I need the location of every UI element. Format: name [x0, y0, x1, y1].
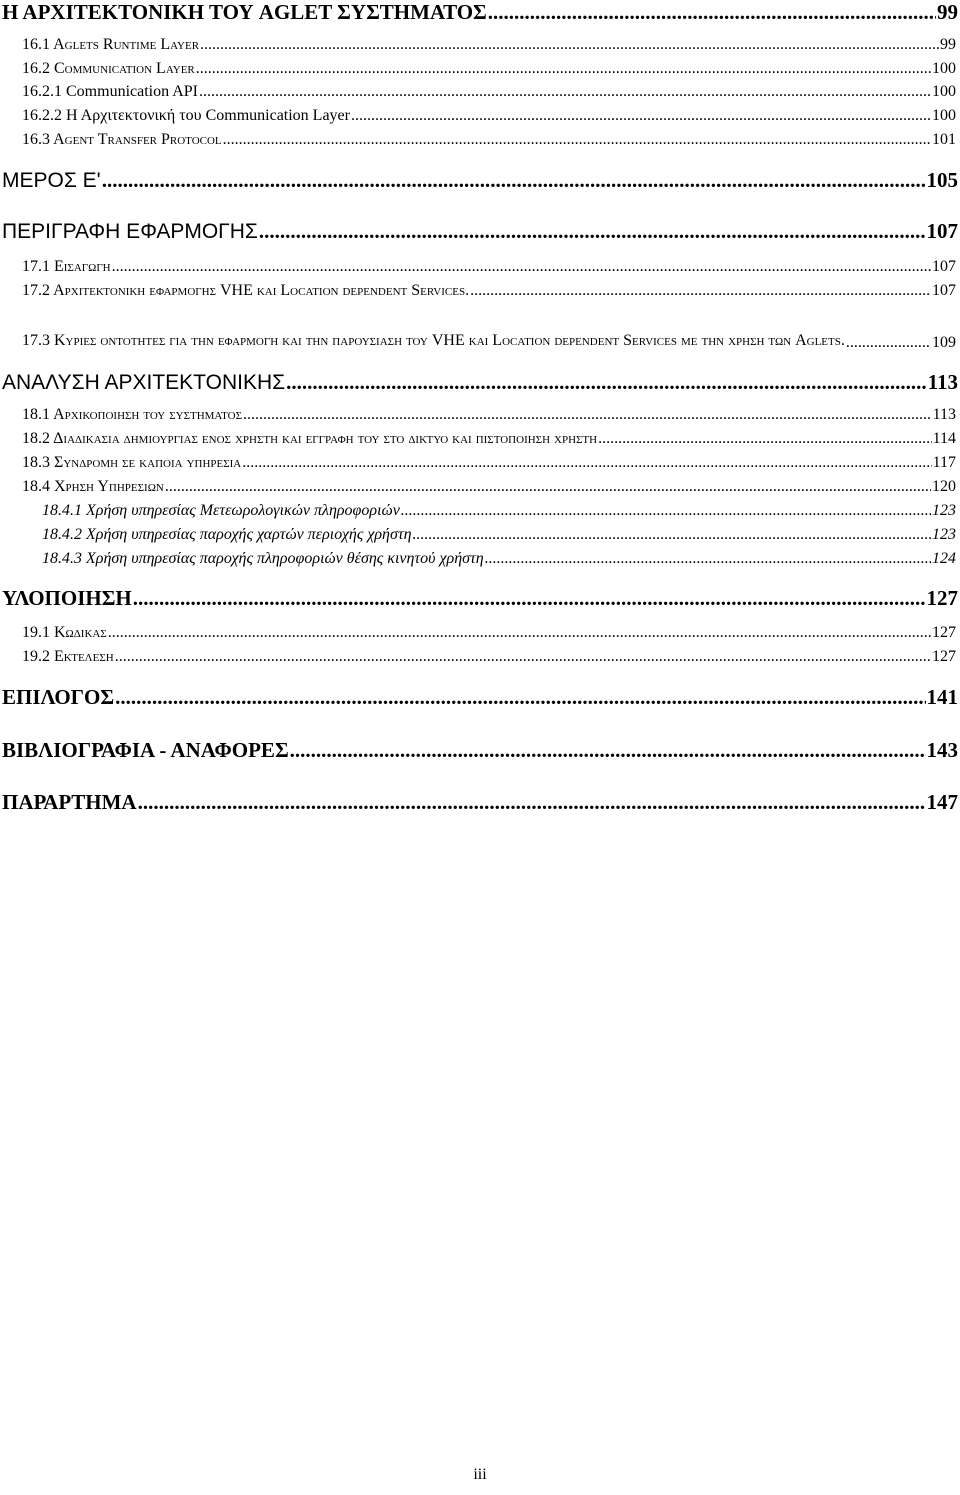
toc-entry-page: 127 [926, 586, 958, 610]
toc-leader-dots [133, 586, 926, 611]
toc-leader-dots [413, 526, 931, 544]
toc-leader-dots [401, 502, 931, 520]
toc-leader-dots [115, 685, 925, 710]
toc-leader-dots [108, 624, 931, 642]
toc-entry-page: 109 [932, 334, 956, 351]
toc-entry[interactable] [2, 219, 958, 245]
toc-entry-title: 16.2.2 Η Αρχιτεκτονική του Communication Layer [22, 107, 350, 124]
toc-entry-page: 124 [932, 550, 956, 567]
toc-entry[interactable] [2, 685, 958, 711]
toc-entry-title: Η ΑΡΧΙΤΕΚΤΟΝΙΚΗ ΤΟΥ AGLET ΣΥΣΤΗΜΑΤΟΣ [2, 0, 487, 24]
toc-entry[interactable] [22, 454, 956, 476]
toc-entry[interactable] [42, 526, 956, 548]
toc-entry-page: 99 [940, 36, 956, 53]
toc-entry-page: 107 [932, 282, 956, 299]
toc-entry-page: 100 [932, 107, 956, 124]
toc-entry-page: 143 [926, 738, 958, 762]
toc-entry-title: ΠΑΡΑΡΤΗΜΑ [2, 790, 137, 814]
toc-leader-dots [242, 454, 931, 472]
toc-entry[interactable] [22, 624, 956, 646]
toc-entry-title: 16.3 Agent Transfer Protocol [22, 131, 222, 148]
toc-entry-title: ΒΙΒΛΙΟΓΡΑΦΙΑ - ΑΝΑΦΟΡΕΣ [2, 738, 289, 762]
toc-leader-dots [290, 738, 926, 763]
toc-leader-dots [846, 334, 931, 352]
toc-entry-title: 18.4.2 Χρήση υπηρεσίας παροχής χαρτών περιοχής χρήστη [42, 526, 412, 543]
toc-entry[interactable] [22, 306, 956, 352]
toc-entry[interactable] [2, 790, 958, 816]
toc-entry-page: 107 [932, 258, 956, 275]
toc-leader-dots [138, 790, 926, 815]
toc-entry-page: 127 [932, 648, 956, 665]
toc-entry-title: 18.4.3 Χρήση υπηρεσίας παροχής πληροφοριών θέσης κινητού χρήστη [42, 550, 484, 567]
toc-leader-dots [470, 282, 931, 300]
toc-entry-title: 16.1 Aglets Runtime Layer [22, 36, 200, 53]
toc-entry-title: 16.2 Communication Layer [22, 60, 195, 77]
toc-leader-dots [102, 168, 926, 193]
toc-entry-page: 141 [926, 685, 958, 709]
toc-entry[interactable] [22, 258, 956, 280]
toc-entry[interactable] [22, 107, 956, 129]
toc-entry-title: 19.1 Κωδικασ [22, 624, 107, 641]
toc-entry[interactable] [2, 0, 958, 26]
toc-leader-dots [598, 430, 932, 448]
toc-leader-dots [112, 258, 931, 276]
toc-entry-page: 123 [932, 526, 956, 543]
toc-entry[interactable] [22, 648, 956, 670]
toc-entry[interactable] [2, 168, 958, 194]
toc-entry-page: 117 [932, 454, 956, 471]
toc-leader-dots [165, 478, 931, 496]
toc-entry-title: ΥΛΟΠΟΙΗΣΗ [2, 586, 132, 610]
toc-entry-page: 101 [932, 131, 956, 148]
toc-entry[interactable] [2, 738, 958, 764]
toc-entry-page: 114 [932, 430, 956, 447]
toc-entry[interactable] [2, 586, 958, 612]
toc-entry-title: 18.2 Διαδικασια δημιουργιασ ενοσ χρηστη και εγγραφη του στο δικτυο και πιστοποιηση χρηστη [22, 430, 598, 447]
toc-entry-page: 113 [927, 370, 958, 394]
toc-entry-page: 100 [932, 83, 956, 100]
toc-leader-dots [286, 370, 927, 395]
toc-entry[interactable] [22, 430, 956, 452]
toc-entry-page: 105 [926, 168, 958, 192]
toc-entry[interactable] [22, 83, 956, 105]
toc-leader-dots [196, 60, 931, 78]
toc-leader-dots [485, 550, 931, 568]
toc-entry-title: 17.3 Κυριεσ οντοτητεσ για την εφαρμογη και την παρουσιαση του VHE και Location dependent Services με την χρηση των Aglets. [22, 332, 845, 349]
toc-leader-dots [243, 406, 932, 424]
toc-entry-page: 113 [932, 406, 956, 423]
toc-entry-title: 18.3 Συνδρομη σε καποια υπηρεσια [22, 454, 242, 471]
toc-leader-dots [115, 648, 931, 666]
toc-entry-title: ΑΝΑΛΥΣΗ ΑΡΧΙΤΕΚΤΟΝΙΚΗΣ [2, 371, 286, 394]
page-number: iii [473, 1466, 487, 1483]
toc-leader-dots [488, 0, 936, 25]
toc-leader-dots [351, 107, 931, 125]
toc-entry-title: 18.4 Χρηση Υπηρεσιων [22, 478, 164, 495]
toc-entry-page: 147 [926, 790, 958, 814]
toc-entry-page: 120 [932, 478, 956, 495]
toc-entry[interactable] [22, 406, 956, 428]
toc-entry-title: ΕΠΙΛΟΓΟΣ [2, 685, 115, 709]
toc-entry[interactable] [22, 36, 956, 58]
toc-entry-title: 16.2.1 Communication API [22, 83, 198, 100]
toc-entry-page: 100 [932, 60, 956, 77]
toc-leader-dots [200, 36, 939, 54]
toc-entry-title: 17.2 Αρχιτεκτονικη εφαρμογησ VHE και Location dependent Services. [22, 282, 470, 299]
toc-entry[interactable] [22, 282, 956, 304]
toc-entry-title: 19.2 Εκτελεση [22, 648, 114, 665]
toc-entry-page: 127 [932, 624, 956, 641]
toc-entry-page: 99 [937, 0, 958, 24]
toc-entry-title: ΠΕΡΙΓΡΑΦΗ ΕΦΑΡΜΟΓΗΣ [2, 220, 258, 243]
toc-leader-dots [259, 219, 926, 244]
toc-entry-title: 18.1 Αρχικοποιηση του συστηματοσ [22, 406, 243, 423]
toc-entry[interactable] [22, 60, 956, 82]
toc-leader-dots [199, 83, 931, 101]
toc-entry[interactable] [2, 370, 958, 396]
toc-entry-page: 123 [932, 502, 956, 519]
toc-entry[interactable] [42, 502, 956, 524]
toc-entry-page: 107 [926, 219, 958, 243]
toc-entry[interactable] [42, 550, 956, 572]
toc-entry[interactable] [22, 131, 956, 153]
toc-entry-title: 18.4.1 Χρήση υπηρεσίας Μετεωρολογικών πληροφοριών [42, 502, 400, 519]
toc-entry[interactable] [22, 478, 956, 500]
toc-leader-dots [223, 131, 931, 149]
toc-entry-title: ΜΕΡΟΣ Ε' [2, 169, 101, 192]
toc-entry-title: 17.1 Εισαγωγη [22, 258, 111, 275]
